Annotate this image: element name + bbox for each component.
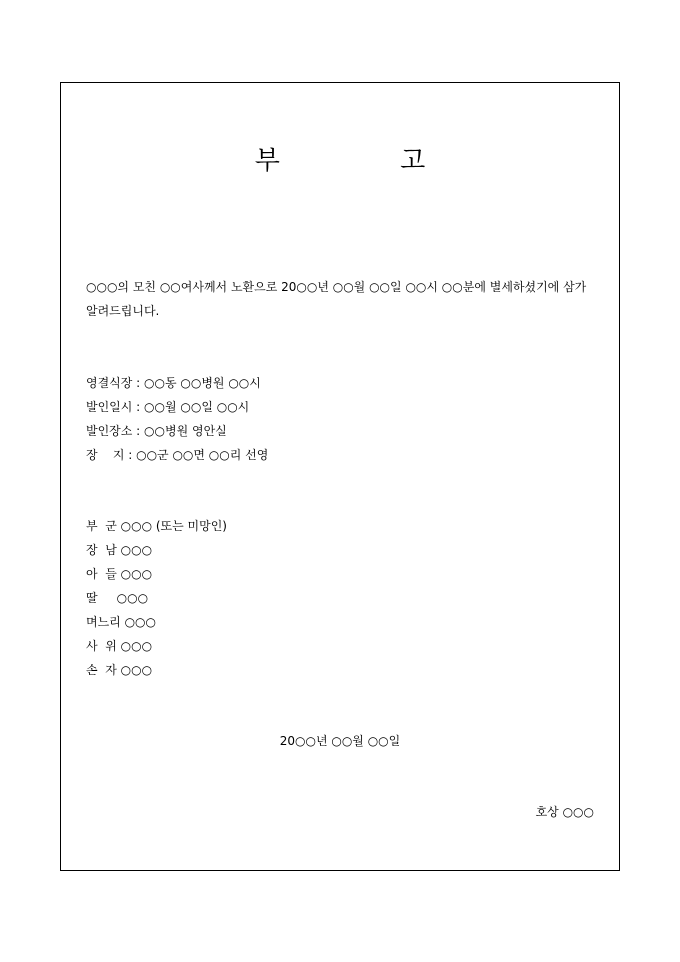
info-departure-place: 발인장소 : ○○병원 영안실 [86, 424, 227, 438]
info-departure-time: 발인일시 : ○○월 ○○일 ○○시 [86, 400, 250, 414]
family-daughter-in-law: 며느리 ○○○ [86, 615, 157, 629]
family-daughter: 딸 ○○○ [86, 591, 149, 605]
family-list [86, 514, 227, 682]
family-spouse: 부 군 ○○○ (또는 미망인) [86, 519, 227, 533]
funeral-info-list [86, 371, 268, 467]
page-title: 부 고 [254, 146, 482, 176]
family-grandchild: 손 자 ○○○ [86, 663, 153, 677]
info-funeral-hall: 영결식장 : ○○동 ○○병원 ○○시 [86, 376, 261, 390]
document-frame [60, 82, 620, 871]
family-son-in-law: 사 위 ○○○ [86, 639, 153, 653]
info-burial-site: 장 지 : ○○군 ○○면 ○○리 선영 [86, 448, 269, 462]
family-son: 아 들 ○○○ [86, 567, 153, 581]
family-eldest-son: 장 남 ○○○ [86, 543, 153, 557]
chief-mourner: 호상 ○○○ [535, 805, 594, 819]
notice-date: 20○○년 ○○월 ○○일 [279, 734, 401, 748]
intro-paragraph: ○○○의 모친 ○○여사께서 노환으로 20○○년 ○○월 ○○일 ○○시 ○○분에 별세하셨기에 삼가 알려드립니다. [86, 280, 591, 318]
